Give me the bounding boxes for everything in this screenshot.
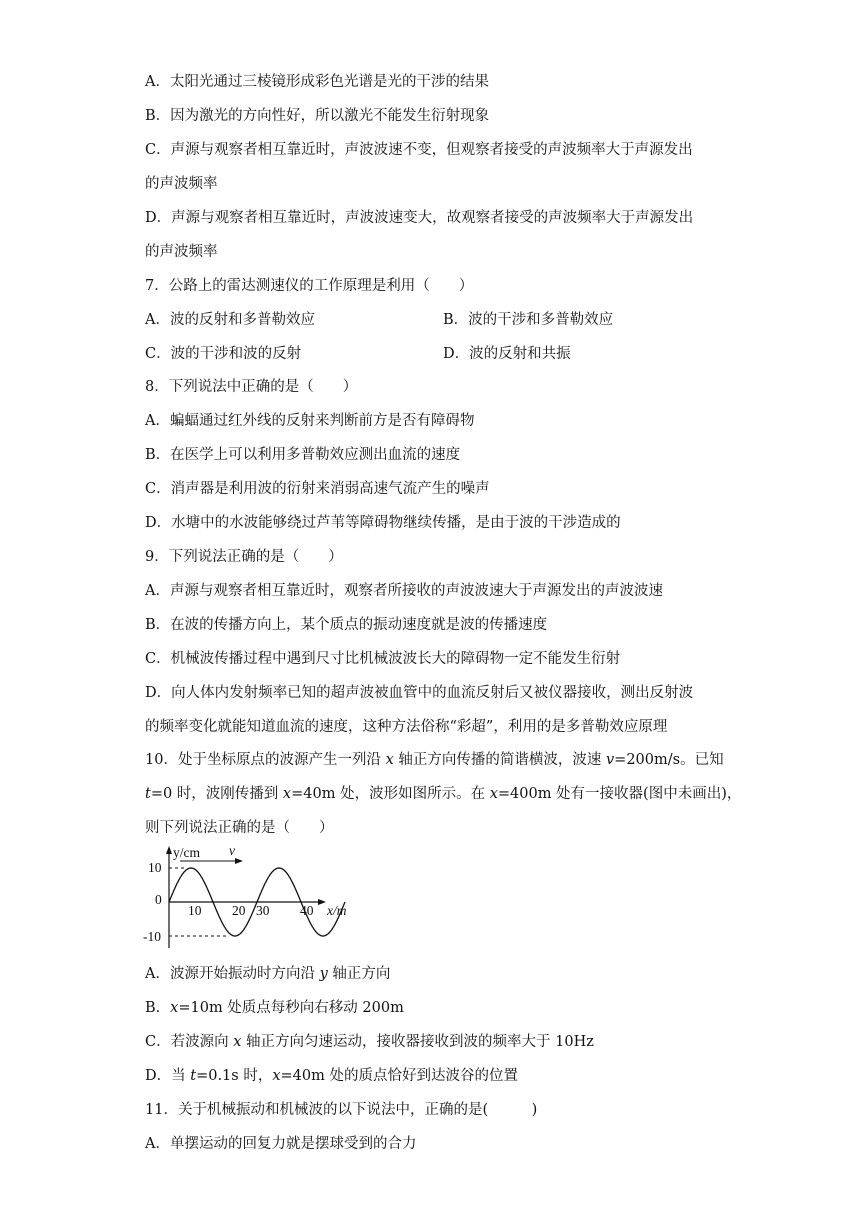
q10-var-v: v bbox=[605, 752, 615, 768]
q9-option-c: C．机械波传播过程中遇到尺寸比机械波波长大的障碍物一定不能发生衍射 bbox=[145, 651, 621, 667]
y-tick-0: 0 bbox=[155, 892, 162, 907]
q11-stem: 11．关于机械振动和机械波的以下说法中，正确的是( ) bbox=[145, 1102, 538, 1118]
q10-text: D．当 bbox=[145, 1068, 191, 1084]
q10-option-b bbox=[145, 998, 404, 1018]
q10-var-t: t bbox=[145, 786, 151, 802]
q11-option-a: A．单摆运动的回复力就是摆球受到的合力 bbox=[145, 1136, 417, 1152]
q9-option-d-line1: D．向人体内发射频率已知的超声波被血管中的血流反射后又被仪器接收，测出反射波 bbox=[145, 685, 694, 701]
q8-option-d: D．水塘中的水波能够绕过芦苇等障碍物继续传播，是由于波的干涉造成的 bbox=[145, 515, 621, 531]
q10-var-x: x bbox=[282, 786, 292, 802]
q10-stem-line3: 则下列说法正确的是（ ） bbox=[145, 820, 334, 836]
q8-option-a: A．蝙蝠通过红外线的反射来判断前方是否有障碍物 bbox=[145, 413, 475, 429]
q10-text: =0.1s 时， bbox=[196, 1068, 273, 1084]
y-axis-label: y/cm bbox=[173, 845, 200, 860]
x-tick-40: 40 bbox=[300, 903, 314, 918]
q9-option-a: A．声源与观察者相互靠近时，观察者所接收的声波波速大于声源发出的声波波速 bbox=[145, 583, 663, 599]
q9-option-d-line2: 的频率变化就能知道血流的速度，这种方法俗称“彩超”，利用的是多普勒效应原理 bbox=[145, 719, 668, 735]
q6-option-d-line2: 的声波频率 bbox=[145, 244, 218, 260]
q10-text: 10．处于坐标原点的波源产生一列沿 bbox=[145, 752, 386, 768]
q10-var-x: x bbox=[272, 1068, 281, 1084]
q10-text: =40m 处，波形如图所示。在 bbox=[291, 786, 490, 802]
q8-option-c: C．消声器是利用波的衍射来消弱高速气流产生的噪声 bbox=[145, 481, 490, 497]
q10-text: 轴正方向传播的简谐横波，波速 bbox=[393, 752, 606, 768]
x-tick-20: 20 bbox=[232, 903, 246, 918]
q10-var-x: x bbox=[233, 1034, 242, 1050]
q6-option-c-line1: C．声源与观察者相互靠近时，声波波速不变，但观察者接受的声波频率大于声源发出 bbox=[145, 142, 693, 158]
q10-var-x: x bbox=[385, 752, 394, 768]
q8-stem: 8．下列说法中正确的是（ ） bbox=[145, 379, 358, 395]
q10-var-y: y bbox=[319, 966, 328, 982]
wave-graph bbox=[140, 842, 365, 954]
q10-text: =200m/s。已知 bbox=[614, 752, 724, 768]
q7-stem: 7．公路上的雷达测速仪的工作原理是利用（ ） bbox=[145, 278, 474, 294]
q7-option-d: D．波的反射和共振 bbox=[443, 346, 571, 362]
q6-option-c-line2: 的声波频率 bbox=[145, 176, 218, 192]
y-axis-arrow bbox=[166, 846, 172, 854]
x-tick-30: 30 bbox=[256, 903, 270, 918]
q10-option-d bbox=[145, 1066, 518, 1086]
q6-option-b: B．因为激光的方向性好，所以激光不能发生衍射现象 bbox=[145, 108, 490, 124]
q10-var-x: x bbox=[170, 1000, 179, 1016]
q10-stem-line2 bbox=[145, 784, 741, 804]
q10-option-a bbox=[145, 964, 390, 984]
q10-text: C．若波源向 bbox=[145, 1034, 234, 1050]
q9-stem: 9．下列说法正确的是（ ） bbox=[145, 549, 343, 565]
q7-option-a: A．波的反射和多普勒效应 bbox=[145, 312, 315, 328]
q10-option-c bbox=[145, 1032, 594, 1052]
velocity-label: v bbox=[229, 843, 235, 858]
velocity-arrowhead bbox=[235, 858, 243, 864]
q10-var-t: t bbox=[190, 1068, 197, 1084]
q7-option-b: B．波的干涉和多普勒效应 bbox=[443, 312, 614, 328]
q9-option-b: B．在波的传播方向上，某个质点的振动速度就是波的传播速度 bbox=[145, 617, 548, 633]
q10-text: =400m 处有一接收器(图中未画出)， bbox=[497, 786, 742, 802]
q10-text: 轴正方向 bbox=[327, 966, 391, 982]
q6-option-d-line1: D．声源与观察者相互靠近时，声波波速变大，故观察者接受的声波频率大于声源发出 bbox=[145, 210, 694, 226]
q10-text: A．波源开始振动时方向沿 bbox=[145, 966, 320, 982]
y-tick-10: 10 bbox=[148, 860, 162, 875]
q10-text: =10m 处质点每秒向右移动 200m bbox=[178, 1000, 404, 1016]
q7-option-c: C．波的干涉和波的反射 bbox=[145, 346, 302, 362]
y-tick-neg10: -10 bbox=[143, 929, 161, 944]
q8-option-b: B．在医学上可以利用多普勒效应测出血流的速度 bbox=[145, 447, 461, 463]
q10-text: 轴正方向匀速运动，接收器接收到波的频率大于 10Hz bbox=[241, 1034, 594, 1050]
q10-text: =40m 处的质点恰好到达波谷的位置 bbox=[280, 1068, 518, 1084]
q10-stem-line1 bbox=[145, 750, 724, 770]
q6-option-a: A．太阳光通过三棱镜形成彩色光谱是光的干涉的结果 bbox=[145, 74, 489, 90]
x-tick-10: 10 bbox=[188, 903, 202, 918]
q10-text: B． bbox=[145, 1000, 171, 1016]
q10-text: =0 时，波刚传播到 bbox=[150, 786, 283, 802]
x-axis-arrow bbox=[318, 899, 326, 905]
x-axis-label: x/m bbox=[327, 903, 347, 918]
q10-var-x: x bbox=[489, 786, 498, 802]
